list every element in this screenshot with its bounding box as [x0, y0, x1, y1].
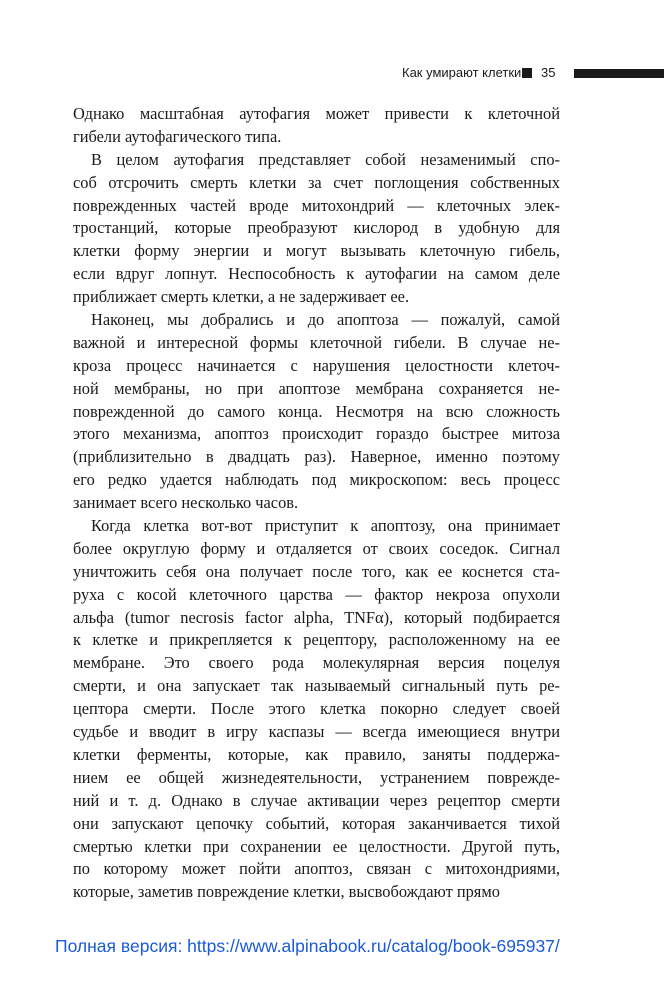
- page-number: 35: [541, 65, 556, 80]
- full-version-link[interactable]: Полная версия: https://www.alpinabook.ru/catalog/book-695937/: [55, 936, 560, 956]
- text-line: его редко удается наблюдать под микроскопом: весь процесс: [73, 470, 560, 490]
- text-line: руха с косой клеточного царства — фактор некроза опухоли: [73, 584, 560, 604]
- header-square-mark: [522, 68, 532, 78]
- text-line: (приблизительно в двадцать раз). Наверное, именно поэтому: [73, 447, 560, 467]
- text-line: мембране. Это своего рода молекулярная версия поцелуя: [73, 653, 560, 673]
- text-line: кроза процесс начинается с нарушения целостности клеточ-: [73, 355, 560, 375]
- header-rule-bar: [574, 69, 664, 78]
- text-line: судьбе и вводит в игру каспазы — всегда имеющиеся внутри: [73, 722, 560, 742]
- text-line: Однако масштабная аутофагия может привести к клеточной: [73, 104, 560, 123]
- text-line: этого механизма, апоптоз происходит гораздо быстрее митоза: [73, 424, 560, 444]
- paragraph: [73, 309, 560, 515]
- text-line: более округлую форму и отдаляется от своих соседок. Сигнал: [73, 538, 560, 558]
- text-line: соб отсрочить смерть клетки за счет поглощения собственных: [73, 172, 560, 192]
- text-line: к клетке и прикрепляется к рецептору, расположенному на ее: [73, 630, 560, 650]
- body-text: [73, 103, 560, 904]
- running-header: [0, 64, 664, 84]
- text-line: они запускают цепочку событий, которая заканчивается тихой: [73, 813, 560, 833]
- text-line: которые, заметив повреждение клетки, высвобождают прямо: [73, 882, 500, 902]
- text-line: ний и т. д. Однако в случае активации через рецептор смерти: [73, 790, 560, 810]
- text-line: если вдруг лопнут. Неспособность к аутофагии на самом деле: [73, 264, 560, 284]
- text-line: по которому может пойти апоптоз, связан с митохондриями,: [73, 859, 560, 879]
- paragraph: [73, 515, 560, 904]
- text-line: Наконец, мы добрались и до апоптоза — пожалуй, самой: [91, 310, 560, 330]
- text-line: смерти, и она запускает так называемый сигнальный путь ре-: [73, 676, 560, 696]
- text-line: поврежденных частей вроде митохондрий — клеточных элек-: [73, 195, 560, 215]
- text-line: занимает всего несколько часов.: [73, 493, 299, 513]
- text-line: важной и интересной формы клеточной гибели. В случае не-: [73, 332, 560, 352]
- text-line: Когда клетка вот-вот приступит к апоптозу, она принимает: [91, 516, 560, 536]
- text-line: уничтожить себя она получает после того, как ее коснется ста-: [73, 561, 560, 581]
- text-line: гибели аутофагического типа.: [73, 126, 282, 146]
- text-line: ной мембраны, но при апоптозе мембрана сохраняется не-: [73, 378, 560, 398]
- text-line: нием ее общей жизнедеятельности, устранением поврежде-: [73, 767, 560, 787]
- text-line: клетки форму энергии и могут вызывать клеточную гибель,: [73, 241, 560, 261]
- text-line: тростанций, которые преобразуют кислород в удобную для: [73, 218, 560, 238]
- chapter-title: Как умирают клетки: [402, 65, 522, 80]
- text-line: В целом аутофагия представляет собой незаменимый спо-: [91, 149, 560, 169]
- paragraph: [73, 149, 560, 309]
- text-line: альфа (tumor necrosis factor alpha, TNFα), который подбирается: [73, 607, 560, 627]
- text-line: поврежденной до самого конца. Несмотря на всю сложность: [73, 401, 560, 421]
- text-line: смертью клетки при сохранении ее целостности. Другой путь,: [73, 836, 560, 856]
- paragraph: [73, 103, 560, 149]
- text-line: приближает смерть клетки, а не задерживает ее.: [73, 287, 410, 307]
- text-line: клетки ферменты, которые, как правило, заняты поддержа-: [73, 744, 560, 764]
- text-line: цептора смерти. После этого клетка покорно следует своей: [73, 699, 560, 719]
